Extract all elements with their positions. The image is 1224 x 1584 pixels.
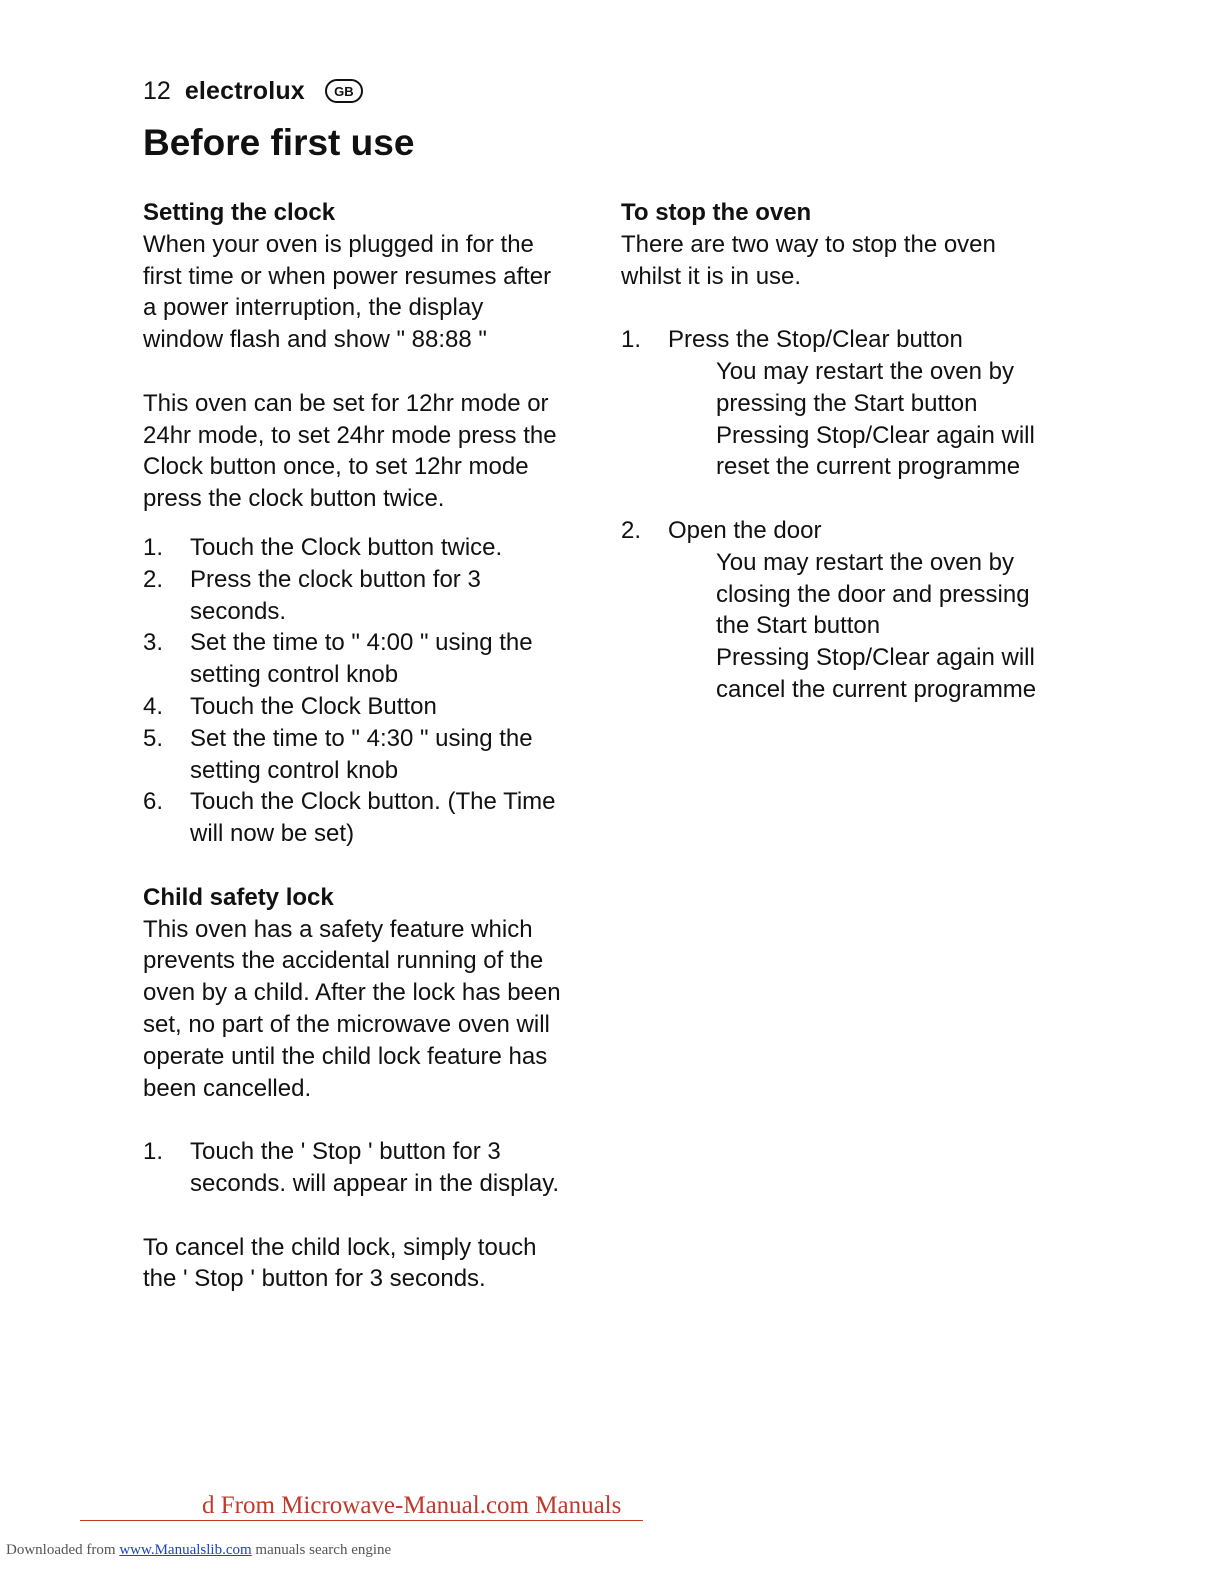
step-details <box>621 356 1091 483</box>
text-line: This oven has a safety feature which <box>143 915 533 943</box>
manualslib-footer <box>6 1542 391 1559</box>
step-text: Press the clock button for 3 <box>190 565 481 593</box>
text-line: Pressing Stop/Clear again will <box>716 644 1035 672</box>
stop-oven-heading: To stop the oven <box>621 199 812 226</box>
setting-clock-section <box>143 197 613 850</box>
step-text: setting control knob <box>190 756 399 784</box>
child-lock-cancel <box>143 1232 613 1296</box>
text-line: Pressing Stop/Clear again will <box>716 421 1035 449</box>
text-line: operate until the child lock feature has <box>143 1042 548 1070</box>
step-text: seconds. will appear in the display. <box>190 1169 560 1197</box>
list-item <box>143 691 613 723</box>
text-line: first time or when power resumes after <box>143 262 552 290</box>
stop-oven-steps-list <box>621 324 1091 356</box>
brand-logo-text: electrolux <box>184 76 305 105</box>
text-line: a power interruption, the display <box>143 294 484 322</box>
text-line: When your oven is plugged in for the <box>143 230 534 258</box>
page-header <box>143 74 363 108</box>
setting-clock-heading: Setting the clock <box>143 199 336 226</box>
step-number: 2. <box>621 516 642 544</box>
list-item <box>621 515 1091 547</box>
step-text: Set the time to " 4:00 " using the <box>190 629 533 657</box>
right-column <box>621 197 1091 706</box>
step-number: 1. <box>143 1138 164 1166</box>
text-line: the ' Stop ' button for 3 seconds. <box>143 1265 486 1293</box>
text-line: closing the door and pressing <box>716 580 1030 608</box>
stop-oven-intro <box>621 229 1091 293</box>
text-line: Clock button once, to set 12hr mode <box>143 453 529 481</box>
text-line: reset the current programme <box>716 453 1021 481</box>
left-column <box>143 197 613 1295</box>
text-line: the Start button <box>716 612 881 640</box>
region-badge: GB <box>325 79 363 103</box>
step-text: Open the door <box>668 516 822 544</box>
microwave-manual-watermark[interactable]: d From Microwave-Manual.com Manuals <box>80 1492 643 1521</box>
text-line: There are two way to stop the oven <box>621 230 996 258</box>
text-line: whilst it is in use. <box>621 262 802 290</box>
list-item <box>143 786 613 850</box>
step-number: 1. <box>143 533 164 561</box>
footer-prefix: Downloaded from <box>6 1542 120 1558</box>
list-item <box>621 324 1091 356</box>
text-line: You may restart the oven by <box>716 548 1014 576</box>
list-item <box>143 1136 613 1200</box>
text-line: been cancelled. <box>143 1074 312 1102</box>
text-line: prevents the accidental running of the <box>143 947 544 975</box>
stop-oven-section <box>621 197 1091 706</box>
child-lock-section <box>143 882 613 1295</box>
clock-mode-paragraph <box>143 388 613 515</box>
list-item <box>143 723 613 787</box>
page-title: Before first use <box>143 122 415 163</box>
text-line: cancel the current programme <box>716 675 1037 703</box>
text-line: You may restart the oven by <box>716 357 1014 385</box>
list-item <box>143 627 613 691</box>
list-item <box>143 564 613 628</box>
stop-oven-steps-list-2 <box>621 515 1091 547</box>
step-details <box>621 547 1091 706</box>
step-text: Touch the Clock button. (The Time <box>190 788 556 816</box>
text-line: This oven can be set for 12hr mode or <box>143 389 549 417</box>
text-line: oven by a child. After the lock has been <box>143 979 561 1007</box>
step-number: 5. <box>143 724 164 752</box>
text-line: set, no part of the microwave oven will <box>143 1010 550 1038</box>
manualslib-link[interactable]: www.Manualslib.com <box>119 1542 252 1558</box>
step-number: 2. <box>143 565 164 593</box>
footer-suffix: manuals search engine <box>251 1542 392 1558</box>
text-line: pressing the Start button <box>716 389 978 417</box>
text-line: press the clock button twice. <box>143 485 445 513</box>
step-text: Touch the Clock Button <box>190 692 437 720</box>
step-text: Set the time to " 4:30 " using the <box>190 724 533 752</box>
step-text: Press the Stop/Clear button <box>668 326 963 354</box>
step-text: setting control knob <box>190 661 399 689</box>
text-line: To cancel the child lock, simply touch <box>143 1233 537 1261</box>
step-number: 3. <box>143 629 164 657</box>
step-text: Touch the ' Stop ' button for 3 <box>190 1138 501 1166</box>
step-number: 6. <box>143 788 164 816</box>
text-line: window flash and show " 88:88 " <box>143 326 487 354</box>
page-number: 12 <box>143 76 171 105</box>
list-item <box>143 532 613 564</box>
text-line: 24hr mode, to set 24hr mode press the <box>143 421 557 449</box>
child-lock-intro <box>143 914 613 1105</box>
clock-steps-list <box>143 532 613 850</box>
child-lock-steps-list <box>143 1136 613 1200</box>
step-number: 4. <box>143 692 164 720</box>
child-lock-heading: Child safety lock <box>143 883 334 911</box>
step-number: 1. <box>621 326 642 354</box>
step-text: will now be set) <box>190 820 355 848</box>
step-text: Touch the Clock button twice. <box>190 533 503 561</box>
setting-clock-intro <box>143 229 613 356</box>
step-text: seconds. <box>190 597 287 625</box>
